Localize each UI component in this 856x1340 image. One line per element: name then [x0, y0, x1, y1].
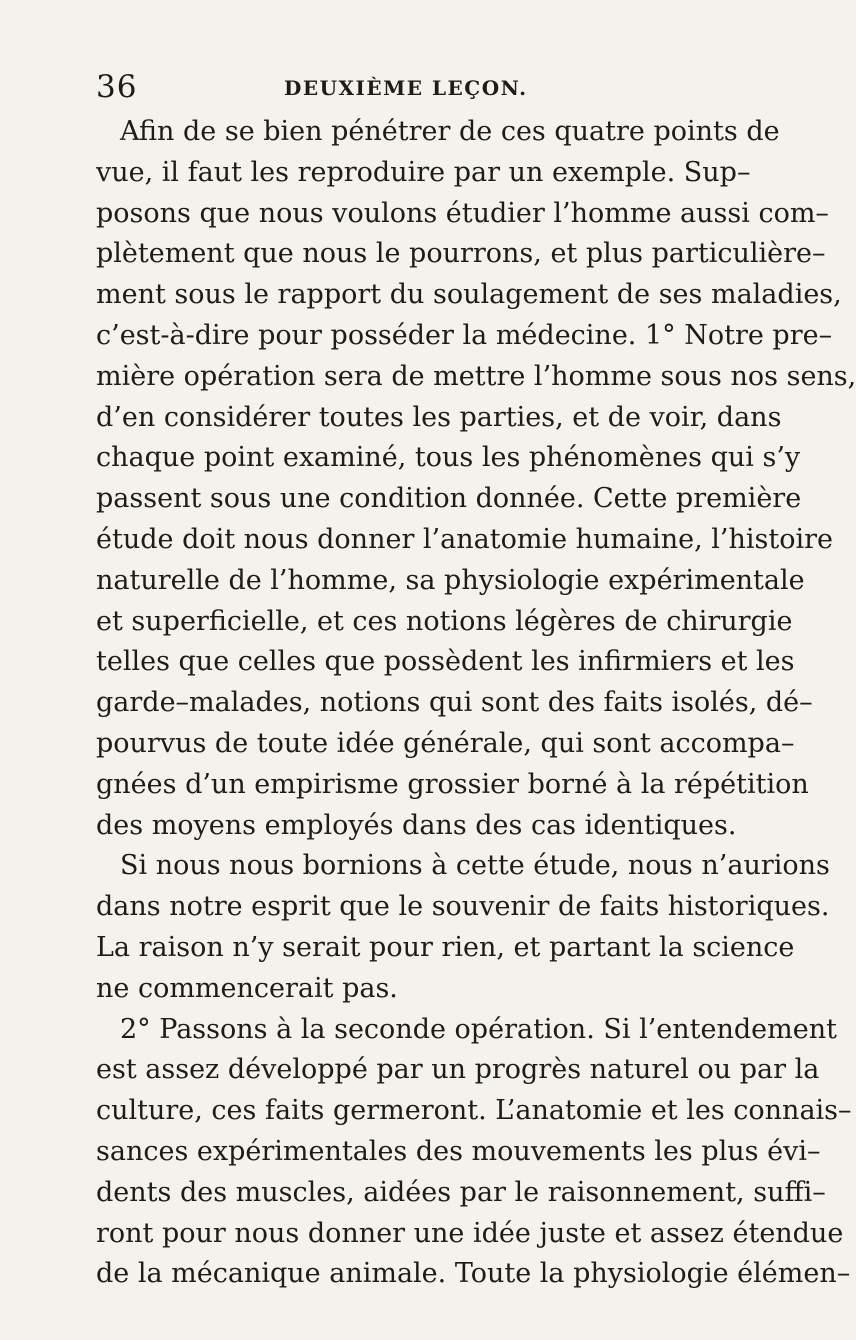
text-line: ne commencerait pas.	[96, 972, 398, 1004]
text-line: Si nous nous bornions à cette étude, nous n’aurions	[120, 850, 830, 882]
text-line: passent sous une condition donnée. Cette première	[96, 483, 802, 515]
text-line: est assez développé par un progrès naturel ou par la	[96, 1054, 820, 1086]
page-number: 36	[96, 69, 138, 105]
text-line: Afin de se bien pénétrer de ces quatre points de	[120, 116, 780, 147]
text-line: telles que celles que possèdent les infirmiers et les	[96, 646, 795, 678]
text-line: naturelle de l’homme, sa physiologie expérimentale	[96, 564, 805, 596]
text-line: posons que nous voulons étudier l’homme aussi com–	[96, 197, 829, 229]
text-line: des moyens employés dans des cas identiques.	[96, 809, 737, 841]
text-line: et superficielle, et ces notions légères de chirurgie	[96, 605, 793, 637]
text-line: sances expérimentales des mouvements les plus évi–	[96, 1135, 821, 1167]
text-line: étude doit nous donner l’anatomie humaine, l’histoire	[96, 523, 834, 555]
text-line: 2° Passons à la seconde opération. Si l’entendement	[120, 1013, 837, 1045]
text-line: La raison n’y serait pour rien, et partant la science	[96, 931, 795, 963]
text-line: ment sous le rapport du soulagement de ses maladies,	[96, 279, 842, 311]
text-line: dans notre esprit que le souvenir de faits historiques.	[96, 891, 830, 923]
body-text	[96, 112, 856, 1295]
text-line: dents des muscles, aidées par le raisonnement, suffi–	[96, 1176, 826, 1208]
page-header	[96, 70, 716, 110]
text-line: c’est-à-dire pour posséder la médecine. 1° Notre pre–	[96, 319, 833, 351]
text-line: plètement que nous le pourrons, et plus particulière–	[96, 238, 826, 270]
text-line: garde–malades, notions qui sont des faits isolés, dé–	[96, 687, 813, 719]
text-line: de la mécanique animale. Toute la physiologie élémen–	[96, 1258, 851, 1290]
text-line: pourvus de toute idée générale, qui sont accompa–	[96, 727, 795, 759]
text-line: culture, ces faits germeront. L’anatomie et les connais–	[96, 1095, 852, 1127]
running-title: DEUXIÈME LEÇON.	[284, 76, 528, 100]
text-line: mière opération sera de mettre l’homme sous nos sens,	[96, 360, 856, 392]
text-line: chaque point examiné, tous les phénomènes qui s’y	[96, 442, 801, 474]
text-line: d’en considérer toutes les parties, et de voir, dans	[96, 401, 782, 433]
text-line: vue, il faut les reproduire par un exemple. Sup–	[96, 156, 751, 188]
text-line: ront pour nous donner une idée juste et assez étendue	[96, 1217, 844, 1249]
text-line: gnées d’un empirisme grossier borné à la répétition	[96, 768, 809, 800]
